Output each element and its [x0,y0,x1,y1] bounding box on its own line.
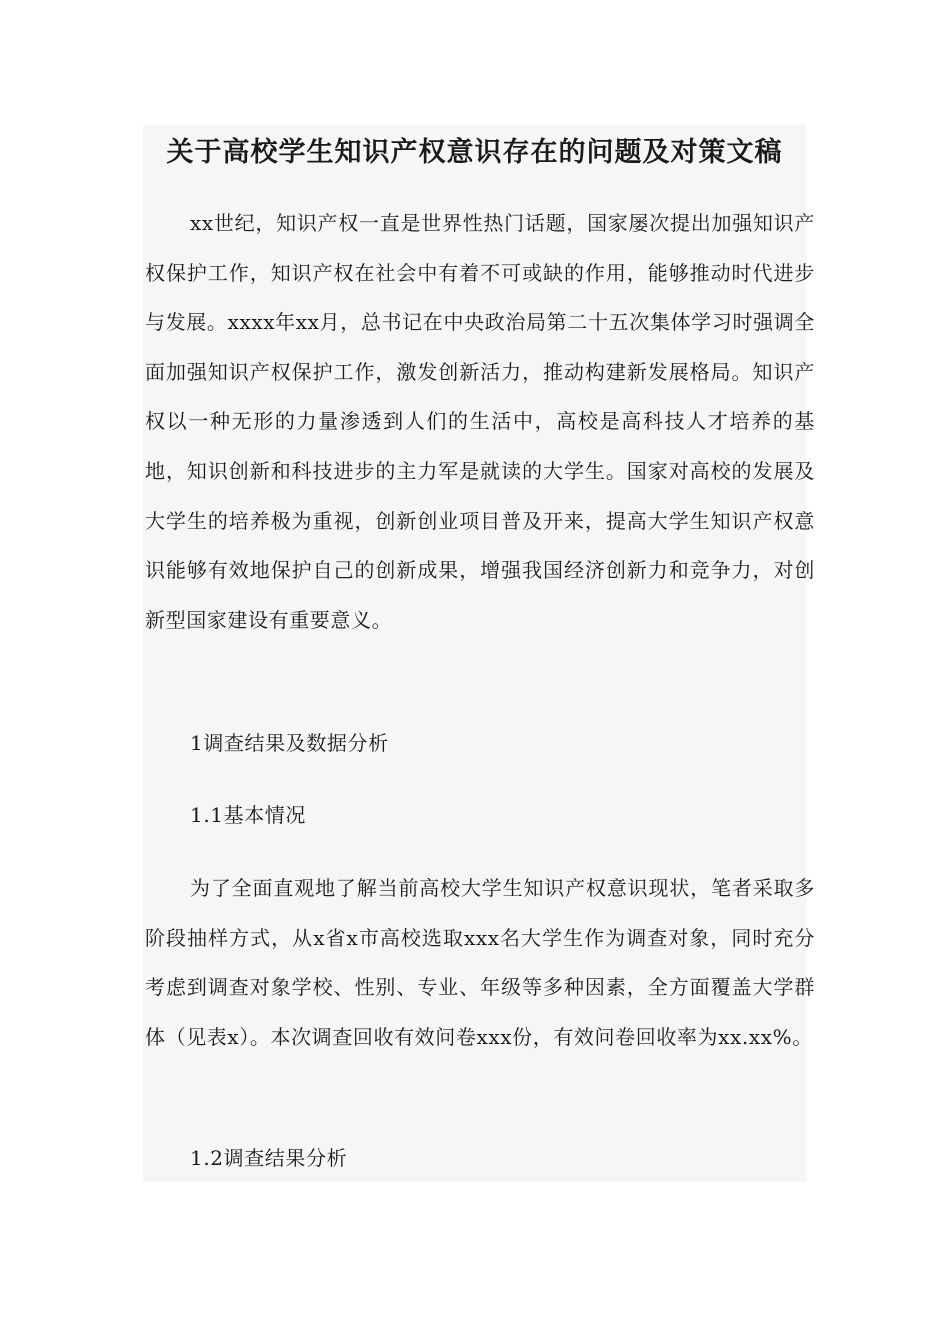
section-heading-1: 1调查结果及数据分析 [190,731,389,755]
subsection-heading-1-1: 1.1基本情况 [190,803,307,827]
document-title: 关于高校学生知识产权意识存在的问题及对策文稿 [166,137,783,168]
subsection-heading-1-2: 1.2调查结果分析 [190,1146,348,1170]
basic-situation-paragraph: 为了全面直观地了解当前高校大学生知识产权意识现状，笔者采取多阶段抽样方式，从x省x市高校选取xxx名大学生作为调查对象，同时充分考虑到调查对象学校、性别、专业、年级等多种因素，全方面覆盖大学群体（见表x）。本次调查回收有效问卷xxx份，有效问卷回收率为xx.xx%。 [145,876,815,1049]
intro-paragraph: xx世纪，知识产权一直是世界性热门话题，国家屡次提出加强知识产权保护工作，知识产权在社会中有着不可或缺的作用，能够推动时代进步与发展。xxxx年xx月，总书记在中央政治局第二十五次集体学习时强调全面加强知识产权保护工作，激发创新活力，推动构建新发展格局。知识产权以一种无形的力量渗透到人们的生活中，高校是高科技人才培养的基地，知识创新和科技进步的主力军是就读的大学生。国家对高校的发展及大学生的培养极为重视，创新创业项目普及开来，提高大学生知识产权意识能够有效地保护自己的创新成果，增强我国经济创新力和竞争力，对创新型国家建设有重要意义。 [145,211,815,632]
